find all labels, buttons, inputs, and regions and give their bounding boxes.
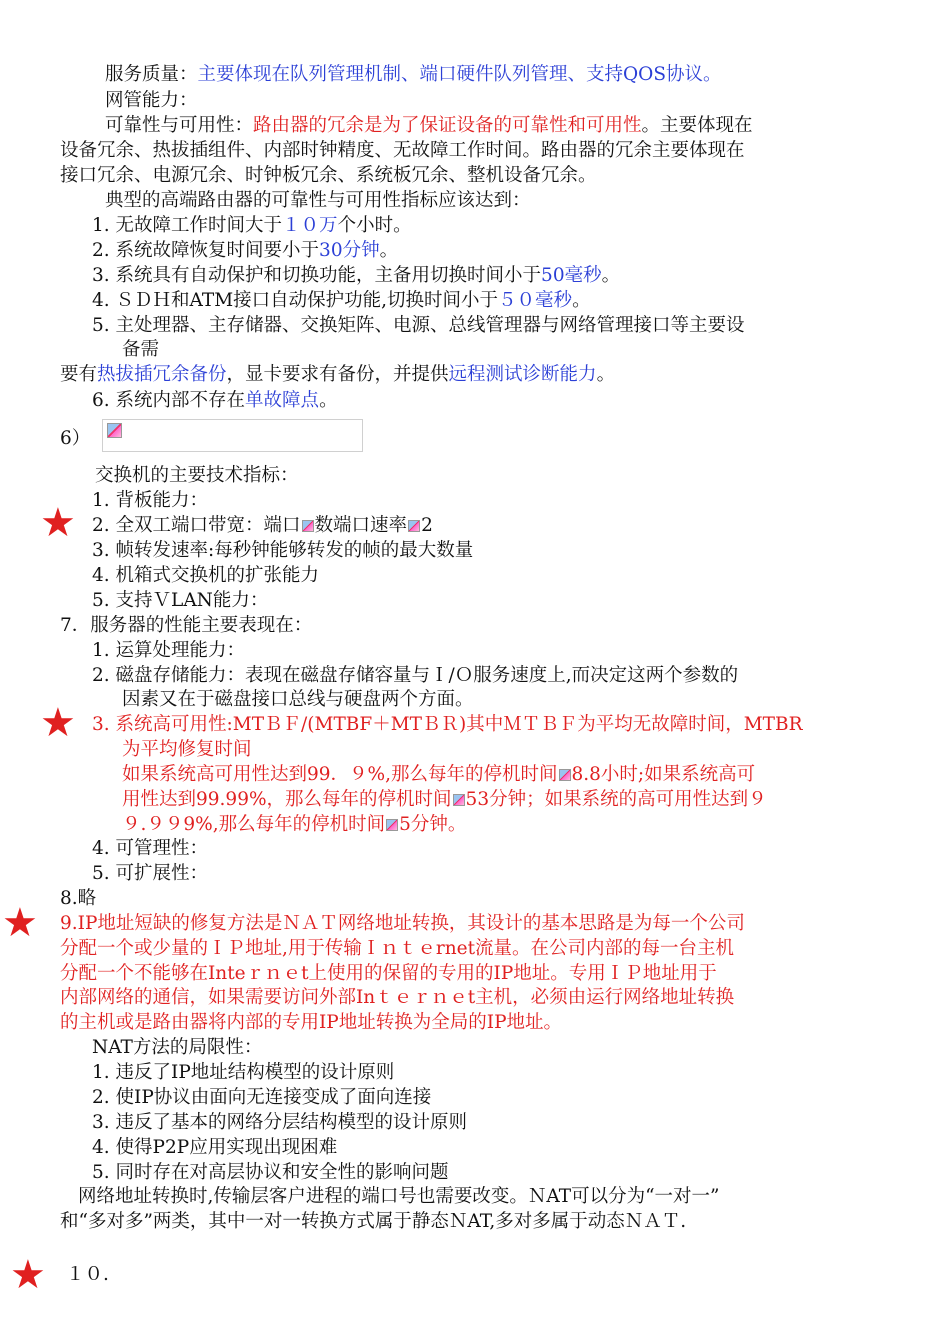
text: ，显卡要求有备份，并提供	[226, 364, 449, 385]
paragraph-line: 和“多对多”两类，其中一对一转换方式属于静态ＮAT,多对多属于动态ＮＡＴ.	[60, 1211, 687, 1232]
text: 。	[601, 265, 621, 286]
star-icon: ★	[40, 500, 76, 546]
text: 。	[319, 390, 338, 411]
paragraph-highlight: 的主机或是路由器将内部的专用IP地址转换为全局的IP地址。	[60, 1012, 563, 1033]
paragraph-highlight: 内部网络的通信，如果需要访问外部Inｔｅｒｎｅt主机，必须由运行网络地址转换	[60, 987, 735, 1008]
list-item-highlight: 3. 系统高可用性:MTＢＦ/(MTBF＋MTＢＲ)其中ＭＴＢＦ为平均无故障时间，MTBR	[92, 714, 803, 735]
text: 5分钟。	[399, 814, 467, 835]
highlight-text: 30分钟	[319, 240, 380, 261]
section-number: 6）	[60, 428, 91, 449]
list-item: 1. 运算处理能力：	[92, 640, 246, 661]
highlight-text: 50毫秒	[541, 265, 602, 286]
list-item-continued: 因素又在于磁盘接口总线与硬盘两个方面。	[122, 689, 474, 710]
broken-image-icon	[302, 520, 314, 532]
text: 1. 无故障工作时间大于	[92, 215, 283, 236]
list-item	[92, 263, 620, 288]
highlight-text: 路由器的冗余是为了保证设备的可靠性和可用性	[253, 115, 642, 136]
star-icon: ★	[40, 700, 76, 746]
highlight-text: ５０毫秒	[498, 290, 573, 311]
text: 个小时。	[337, 215, 412, 236]
star-icon: ★	[2, 900, 38, 946]
broken-image-icon	[408, 520, 420, 532]
list-item	[92, 288, 591, 313]
broken-image-icon	[386, 819, 398, 831]
text: 数端口速率	[314, 515, 408, 536]
paragraph-highlight: 分配一个不能够在Inteｒｎｅt上使用的保留的专用的IP地址。专用ＩＰ地址用于	[60, 963, 717, 984]
text: 53分钟；如果系统的高可用性达到９	[465, 789, 767, 810]
list-item: 5. 同时存在对高层协议和安全性的影响问题	[92, 1162, 449, 1183]
section-heading: 8.略	[60, 888, 97, 909]
service-quality-line	[105, 62, 722, 87]
list-item	[92, 513, 433, 538]
list-item	[92, 213, 412, 238]
list-item: 3. 帧转发速率:每秒钟能够转发的帧的最大数量	[92, 540, 474, 561]
paragraph-line: 设备冗余、热拔插组件、内部时钟精度、无故障工作时间。路由器的冗余主要体现在	[60, 140, 745, 161]
list-item: 5. 主处理器、主存储器、交换矩阵、电源、总线管理器与网络管理接口等主要设	[92, 315, 745, 336]
list-item: 1. 背板能力：	[92, 490, 209, 511]
list-item-continued: 为平均修复时间	[122, 739, 252, 760]
list-item: 2. 使IP协议由面向无连接变成了面向连接	[92, 1087, 432, 1108]
list-item: 5. 可扩展性：	[92, 863, 209, 884]
list-item	[92, 238, 398, 263]
highlight-text: 单故障点	[245, 390, 320, 411]
text: 2	[421, 515, 433, 536]
paragraph-line: 网络地址转换时,传输层客户进程的端口号也需要改变。ＮAT可以分为“一对一”	[78, 1186, 720, 1207]
text: 要有	[60, 364, 98, 385]
star-icon: ★	[10, 1252, 46, 1298]
paragraph-highlight: 9.IP地址短缺的修复方法是ＮＡＴ网络地址转换，其设计的基本思路是为每一个公司	[60, 913, 745, 934]
paragraph-line: 交换机的主要技术指标：	[95, 465, 299, 486]
text: 。	[379, 240, 399, 261]
broken-image-icon	[559, 769, 571, 781]
text: 。	[596, 364, 616, 385]
reliability-line	[105, 113, 753, 138]
list-item-continued	[122, 787, 767, 812]
paragraph-line	[60, 362, 615, 387]
text: 用性达到99.99%，那么每年的停机时间	[122, 789, 452, 810]
paragraph-line: 典型的高端路由器的可靠性与可用性指标应该达到：	[105, 190, 531, 211]
broken-image-icon	[453, 794, 465, 806]
list-item: 1. 违反了IP地址结构模型的设计原则	[92, 1062, 395, 1083]
highlight-text: 主要体现在队列管理机制、端口硬件队列管理、支持QOS协议。	[197, 64, 722, 85]
text: 2. 系统故障恢复时间要小于	[92, 240, 320, 261]
highlight-text: 热拔插冗余备份	[97, 364, 227, 385]
text: 6. 系统内部不存在	[92, 390, 246, 411]
highlight-text: １０万	[282, 215, 338, 236]
text: 2. 全双工端口带宽：端口	[92, 515, 301, 536]
list-item	[92, 388, 338, 413]
text: ９.９９9%,那么每年的停机时间	[122, 814, 386, 835]
text: 3. 系统具有自动保护和切换功能，主备用切换时间小于	[92, 265, 542, 286]
section-number: １０.	[66, 1264, 109, 1285]
broken-image-placeholder	[102, 419, 363, 452]
list-item-continued	[122, 762, 755, 787]
list-item: 4. 可管理性：	[92, 838, 209, 859]
list-item: 5. 支持ＶLAN能力：	[92, 590, 269, 611]
text: 4. ＳＤＨ和ATM接口自动保护功能,切换时间小于	[92, 290, 499, 311]
list-item-continued: 备需	[122, 339, 160, 360]
highlight-text: 远程测试诊断能力	[448, 364, 597, 385]
text: 。	[572, 290, 591, 311]
list-item-continued	[122, 812, 466, 837]
section-heading: 7．服务器的性能主要表现在：	[60, 615, 313, 636]
paragraph-highlight: 分配一个或少量的ＩＰ地址,用于传输Ｉｎｔｅrnet流量。在公司内部的每一台主机	[60, 938, 735, 959]
list-item: 2. 磁盘存储能力：表现在磁盘存储容量与Ｉ/Ｏ服务速度上,而决定这两个参数的	[92, 665, 739, 686]
list-item: 4. 使得P2P应用实现出现困难	[92, 1137, 338, 1158]
label: 可靠性与可用性：	[105, 115, 254, 136]
list-item: 4. 机箱式交换机的扩张能力	[92, 565, 320, 586]
paragraph-line: 接口冗余、电源冗余、时钟板冗余、系统板冗余、整机设备冗余。	[60, 165, 597, 186]
list-item: 3. 违反了基本的网络分层结构模型的设计原则	[92, 1112, 468, 1133]
text: 8.8小时;如果系统高可	[571, 764, 756, 785]
broken-image-icon	[107, 423, 122, 438]
label: 服务质量：	[105, 64, 198, 85]
text: 。主要体现在	[641, 115, 753, 136]
paragraph-line: NAT方法的局限性：	[92, 1037, 263, 1058]
text: 如果系统高可用性达到99．９%,那么每年的停机时间	[122, 764, 558, 785]
network-mgmt-line: 网管能力：	[105, 90, 198, 111]
